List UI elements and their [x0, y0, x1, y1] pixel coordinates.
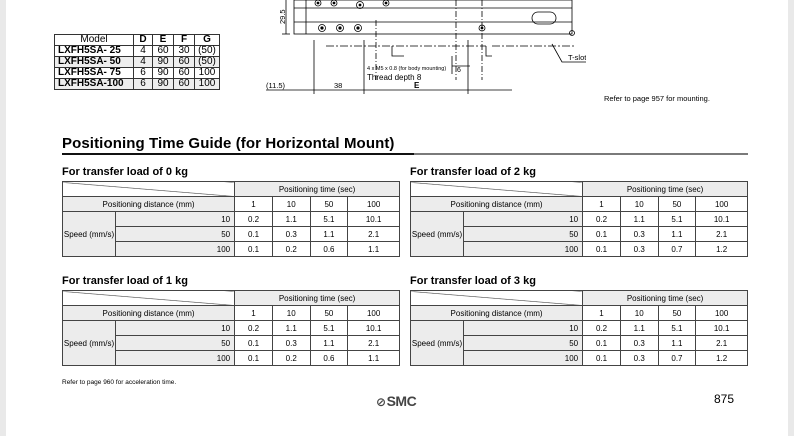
distance-value: 1 [583, 306, 621, 321]
time-cell: 1.1 [348, 351, 400, 366]
time-cell: 10.1 [696, 212, 748, 227]
time-cell: 0.7 [658, 351, 696, 366]
distance-label: Positioning distance (mm) [63, 306, 235, 321]
tap-note: 4 x M5 x 0.8 (for body mounting) [367, 66, 447, 72]
time-cell: 0.1 [235, 227, 273, 242]
time-header: Positioning time (sec) [235, 291, 400, 306]
time-cell: 1.1 [348, 242, 400, 257]
speed-value: 50 [116, 336, 235, 351]
time-cell: 10.1 [348, 321, 400, 336]
model-d: 6 [134, 68, 153, 79]
time-cell: 0.3 [620, 227, 658, 242]
page-number: 875 [714, 392, 735, 406]
table-title-2kg: For transfer load of 2 kg [410, 166, 536, 178]
speed-value: 50 [464, 336, 583, 351]
thread-depth: Thread depth 8 [367, 73, 422, 82]
speed-value: 10 [464, 212, 583, 227]
distance-value: 1 [235, 197, 273, 212]
model-row [55, 57, 220, 68]
table-corner [63, 182, 235, 197]
speed-value: 100 [116, 351, 235, 366]
time-cell: 1.2 [696, 351, 748, 366]
distance-value: 100 [348, 197, 400, 212]
catalog-page [6, 0, 788, 436]
speed-label: Speed (mm/s) [411, 321, 464, 366]
distance-value: 50 [310, 197, 348, 212]
model-table-header-row [55, 35, 220, 46]
table-corner [411, 182, 583, 197]
speed-label: Speed (mm/s) [63, 212, 116, 257]
distance-value: 1 [235, 306, 273, 321]
time-cell: 0.3 [620, 336, 658, 351]
table-corner [63, 291, 235, 306]
model-name: LXFH5SA- 75 [55, 68, 134, 79]
distance-value: 10 [272, 197, 310, 212]
acceleration-footnote: Refer to page 960 for acceleration time. [62, 379, 177, 386]
time-cell: 0.2 [235, 321, 273, 336]
time-cell: 0.2 [272, 242, 310, 257]
model-header: Model [55, 35, 134, 46]
t-slot-label: T-slot [568, 53, 586, 62]
time-header: Positioning time (sec) [583, 182, 748, 197]
model-name: LXFH5SA-100 [55, 79, 134, 90]
positioning-table-1kg [62, 290, 400, 366]
section-title: Positioning Time Guide (for Horizontal Mount) [62, 135, 395, 152]
smc-logo-mark-icon: ⊘ [376, 395, 386, 409]
model-d: 6 [134, 79, 153, 90]
mounting-reference: Refer to page 957 for mounting. [604, 94, 710, 103]
table-corner [411, 291, 583, 306]
dim-11-5: (11.5) [266, 81, 286, 90]
speed-value: 10 [116, 212, 235, 227]
time-cell: 0.3 [272, 227, 310, 242]
time-cell: 0.1 [235, 242, 273, 257]
model-row [55, 68, 220, 79]
model-d: 4 [134, 57, 153, 68]
time-cell: 1.1 [658, 227, 696, 242]
d-header: D [134, 35, 153, 46]
model-row [55, 46, 220, 57]
speed-value: 100 [116, 242, 235, 257]
time-cell: 1.1 [658, 336, 696, 351]
model-e: 90 [153, 79, 174, 90]
distance-value: 10 [272, 306, 310, 321]
time-cell: 5.1 [310, 321, 348, 336]
speed-label: Speed (mm/s) [63, 321, 116, 366]
speed-value: 100 [464, 351, 583, 366]
time-cell: 1.1 [272, 321, 310, 336]
dim-6: 6 [457, 67, 461, 74]
distance-value: 50 [658, 197, 696, 212]
distance-value: 100 [696, 306, 748, 321]
positioning-table-0kg [62, 181, 400, 257]
model-e: 90 [153, 57, 174, 68]
distance-label: Positioning distance (mm) [411, 197, 583, 212]
time-header: Positioning time (sec) [235, 182, 400, 197]
smc-logo [376, 393, 416, 409]
table-title-1kg: For transfer load of 1 kg [62, 275, 188, 287]
time-cell: 1.1 [310, 336, 348, 351]
distance-label: Positioning distance (mm) [411, 306, 583, 321]
speed-label: Speed (mm/s) [411, 212, 464, 257]
positioning-table-2kg [410, 181, 748, 257]
time-cell: 1.2 [696, 242, 748, 257]
distance-value: 10 [620, 197, 658, 212]
section-divider [62, 153, 748, 155]
time-cell: 0.7 [658, 242, 696, 257]
time-cell: 2.1 [348, 227, 400, 242]
model-dimension-table [54, 34, 220, 90]
time-cell: 1.1 [310, 227, 348, 242]
time-cell: 5.1 [658, 212, 696, 227]
time-cell: 0.1 [583, 242, 621, 257]
time-cell: 2.1 [348, 336, 400, 351]
time-header: Positioning time (sec) [583, 291, 748, 306]
table-title-3kg: For transfer load of 3 kg [410, 275, 536, 287]
model-g: (50) [195, 57, 220, 68]
time-cell: 10.1 [696, 321, 748, 336]
time-cell: 0.1 [583, 351, 621, 366]
distance-value: 10 [620, 306, 658, 321]
time-cell: 5.1 [658, 321, 696, 336]
model-name: LXFH5SA- 50 [55, 57, 134, 68]
time-cell: 5.1 [310, 212, 348, 227]
e-header: E [153, 35, 174, 46]
model-d: 4 [134, 46, 153, 57]
time-cell: 1.1 [620, 321, 658, 336]
smc-logo-text: SMC [386, 393, 417, 409]
g-header: G [195, 35, 220, 46]
model-f: 30 [174, 46, 195, 57]
time-cell: 0.1 [235, 351, 273, 366]
model-f: 60 [174, 57, 195, 68]
time-cell: 0.6 [310, 351, 348, 366]
speed-value: 50 [116, 227, 235, 242]
model-f: 60 [174, 79, 195, 90]
distance-label: Positioning distance (mm) [63, 197, 235, 212]
speed-value: 50 [464, 227, 583, 242]
model-g: 100 [195, 68, 220, 79]
speed-value: 100 [464, 242, 583, 257]
time-cell: 2.1 [696, 336, 748, 351]
model-row [55, 79, 220, 90]
time-cell: 0.1 [583, 227, 621, 242]
time-cell: 2.1 [696, 227, 748, 242]
model-name: LXFH5SA- 25 [55, 46, 134, 57]
technical-drawing [256, 0, 586, 102]
dim-38: 38 [334, 81, 343, 90]
model-g: (50) [195, 46, 220, 57]
speed-value: 10 [116, 321, 235, 336]
distance-value: 100 [696, 197, 748, 212]
dim-e: E [414, 81, 420, 90]
positioning-table-3kg [410, 290, 748, 366]
time-cell: 1.1 [272, 212, 310, 227]
time-cell: 0.3 [272, 336, 310, 351]
distance-value: 50 [310, 306, 348, 321]
distance-value: 50 [658, 306, 696, 321]
time-cell: 0.6 [310, 242, 348, 257]
model-e: 90 [153, 68, 174, 79]
dim-29-5: 29.5 [278, 9, 287, 24]
time-cell: 0.3 [620, 242, 658, 257]
time-cell: 0.3 [620, 351, 658, 366]
time-cell: 0.1 [235, 336, 273, 351]
time-cell: 0.1 [583, 336, 621, 351]
time-cell: 0.2 [583, 321, 621, 336]
model-g: 100 [195, 79, 220, 90]
model-f: 60 [174, 68, 195, 79]
time-cell: 1.1 [620, 212, 658, 227]
time-cell: 0.2 [583, 212, 621, 227]
time-cell: 0.2 [235, 212, 273, 227]
speed-value: 10 [464, 321, 583, 336]
f-header: F [174, 35, 195, 46]
distance-value: 100 [348, 306, 400, 321]
model-e: 60 [153, 46, 174, 57]
time-cell: 10.1 [348, 212, 400, 227]
time-cell: 0.2 [272, 351, 310, 366]
distance-value: 1 [583, 197, 621, 212]
table-title-0kg: For transfer load of 0 kg [62, 166, 188, 178]
